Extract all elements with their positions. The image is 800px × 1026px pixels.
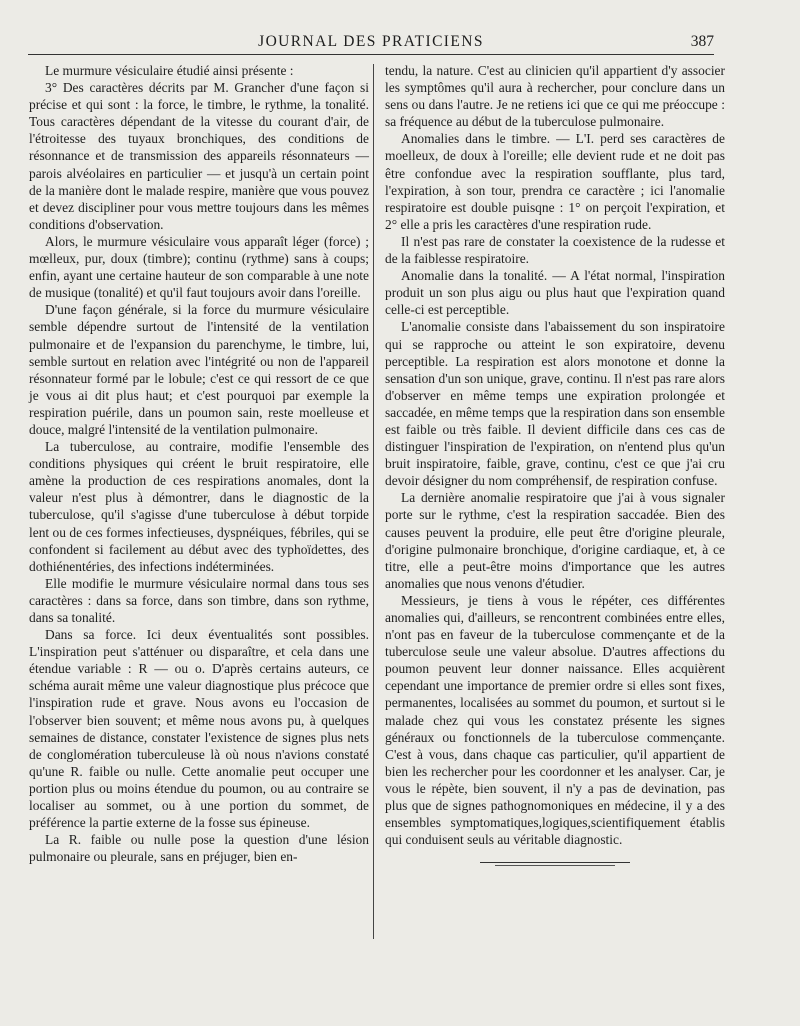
left-column xyxy=(29,62,369,865)
column-rule xyxy=(373,64,374,939)
paragraph: La tuberculose, au contraire, modifie l'ensemble des conditions physiques qui créent le bruit respiratoire, elle amène la production de ces respirations anomales, dont la valeur n'est plus à démontrer, dans le diagnostic de la tuberculose, qu'il s'agisse d'une tuberculose à début torpide lent ou de ces formes infectieuses, dyspnéiques, fébriles, qui se confondent si facilement au début avec des typhoïdettes, des dothiénentéries, des infections indéterminées. xyxy=(29,439,369,574)
paragraph: La dernière anomalie respiratoire que j'ai à vous signaler porte sur le rythme, c'est la respiration saccadée. Bien des causes peuvent la produire, elle peut être d'origine pleurale, d'origine pulmonaire bronchique, d'origine cardiaque, et, à ce titre, elle a peut-être moins d'importance que les autres anomalies que nous venons d'étudier. xyxy=(385,490,725,591)
paragraph: Dans sa force. Ici deux éventualités sont possibles. L'inspiration peut s'atténuer ou disparaître, et cela dans une étendue variable : R — ou o. D'après certains auteurs, ce schéma aurait même une valeur diagnostique plus précoce que l'inspiration rude et grave. Nous avons eu l'occasion de l'observer bien souvent; et même nous avons pu, à quelques semaines de distance, constater l'existence de signes plus nets de conglomération tuberculeuse là où nous n'avions constaté qu'une R. faible ou nulle. Cette anomalie peut occuper une portion plus ou moins étendue du poumon, ou au contraire se localiser au sommet, ou à une portion du sommet, de préférence la partie externe de la fosse sus épineuse. xyxy=(29,627,369,831)
paragraph: Anomalie dans la tonalité. — A l'état normal, l'inspiration produit un son plus aigu ou plus haut que l'expiration quand celle-ci est perceptible. xyxy=(385,268,725,318)
paragraph: Elle modifie le murmure vésiculaire normal dans tous ses caractères : dans sa force, dans son timbre, dans son rythme, dans sa tonalité. xyxy=(29,575,369,625)
paragraph: La R. faible ou nulle pose la question d'une lésion pulmonaire ou pleurale, sans en préjuger, bien en- xyxy=(29,832,369,865)
page-header xyxy=(28,30,714,55)
right-column xyxy=(385,62,725,868)
page-number: 387 xyxy=(690,33,714,50)
paragraph: D'une façon générale, si la force du murmure vésiculaire semble dépendre surtout de l'intensité de la ventilation pulmonaire et de l'expansion du parenchyme, le timbre, lui, semble surtout en relation avec l'intégrité ou non de l'appareil résonnateur formé par le lobule; c'est ce qui ressort de ce que je vous ai dit plus haut; et c'est pourquoi par exemple la respiration puérile, dans un poumon sain, reste moelleuse et douce, malgré l'intensité de la ventilation pulmonaire. xyxy=(29,302,369,437)
paragraph: L'anomalie consiste dans l'abaissement du son inspiratoire qui se rapproche ou atteint le son expiratoire, devenu perceptible. La respiration est alors monotone et donne la sensation d'un son unique, grave, continu. Il n'est pas rare alors d'observer en même temps une expiration prolongée et saccadée, en même temps que la respiration dans son ensemble est faible ou très faible. Il devient difficile dans ces cas de distinguer l'inspiration de l'expiration, on n'entend plus qu'un bruit inspiratoire, faible, grave, continu, c'est ce que j'ai cru devoir désigner du nom compréhensif, de respiration confuse. xyxy=(385,319,725,489)
paragraph: Anomalies dans le timbre. — L'I. perd ses caractères de moelleux, de doux à l'oreille; elle devient rude et ne doit pas être confondue avec la respiration soufflante, plus tard, l'expiration, à son tour, prendra ce caractère ; ici l'anomalie respiratoire est double puisqne : 1° on perçoit l'expiration, et 2° elle a pris les caractères d'une respiration rude. xyxy=(385,131,725,232)
paragraph-continued: tendu, la nature. C'est au clinicien qu'il appartient d'y associer les symptômes qu'il aura à rechercher, pour conclure dans un sens ou dans l'autre. Je ne retiens ici que ce qui me préoccupe : sa fréquence au début de la tuberculose pulmonaire. xyxy=(385,63,725,130)
paragraph: Il n'est pas rare de constater la coexistence de la rudesse et de la faiblesse respiratoire. xyxy=(385,233,725,267)
paragraph: 3° Des caractères décrits par M. Grancher d'une façon si précise et qui sont : la force, le timbre, le rythme, la tonalité. Tous caractères dépendant de la vitesse du courant d'air, de l'étroitesse des tuyaux bronchiques, des conditions de résonnance et de transmission des appareils résonnateurs — parois alvéolaires en particulier — et jusqu'à un certain point de la manière dont le malade respire, manière que vous pouvez et devez discipliner pour vous mettre toujours dans les mêmes conditions d'observation. xyxy=(29,80,369,232)
paragraph: Alors, le murmure vésiculaire vous apparaît léger (force) ; mœlleux, pur, doux (timbre); continu (rythme) sans à coups; enfin, ayant une certaine hauteur de son comparable à une note de musique (tonalité) et qu'il faut toujours avoir dans l'oreille. xyxy=(29,233,369,301)
running-title: JOURNAL DES PRATICIENS xyxy=(258,33,484,50)
end-ornament xyxy=(480,862,630,868)
paragraph: Messieurs, je tiens à vous le répéter, ces différentes anomalies qui, d'ailleurs, se rencontrent combinées entre elles, n'ont pas en faveur de la tuberculose commençante et de la tuberculose seule une valeur absolue. D'autres affections du poumon peuvent leur donner naissance. Elles acquièrent cependant une importance de premier ordre si elles sont fixes, permanentes, localisées au sommet du poumon, et surtout si le malade chez qui vous les constatez présente les signes généraux ou fonctionnels de la tuberculose commençante. C'est à vous, dans chaque cas particulier, qu'il appartient de bien les rechercher pour les coordonner et les analyser. Car, je vous le répète, bien souvent, il n'y a pas de devination, pas plus que de signes pathognomoniques en médecine, il y a des ensembles symptomatiques,logiques,scientifiquement établis qui conduisent seuls au véritable diagnostic. xyxy=(385,592,725,848)
paragraph: Le murmure vésiculaire étudié ainsi présente : xyxy=(45,63,294,78)
